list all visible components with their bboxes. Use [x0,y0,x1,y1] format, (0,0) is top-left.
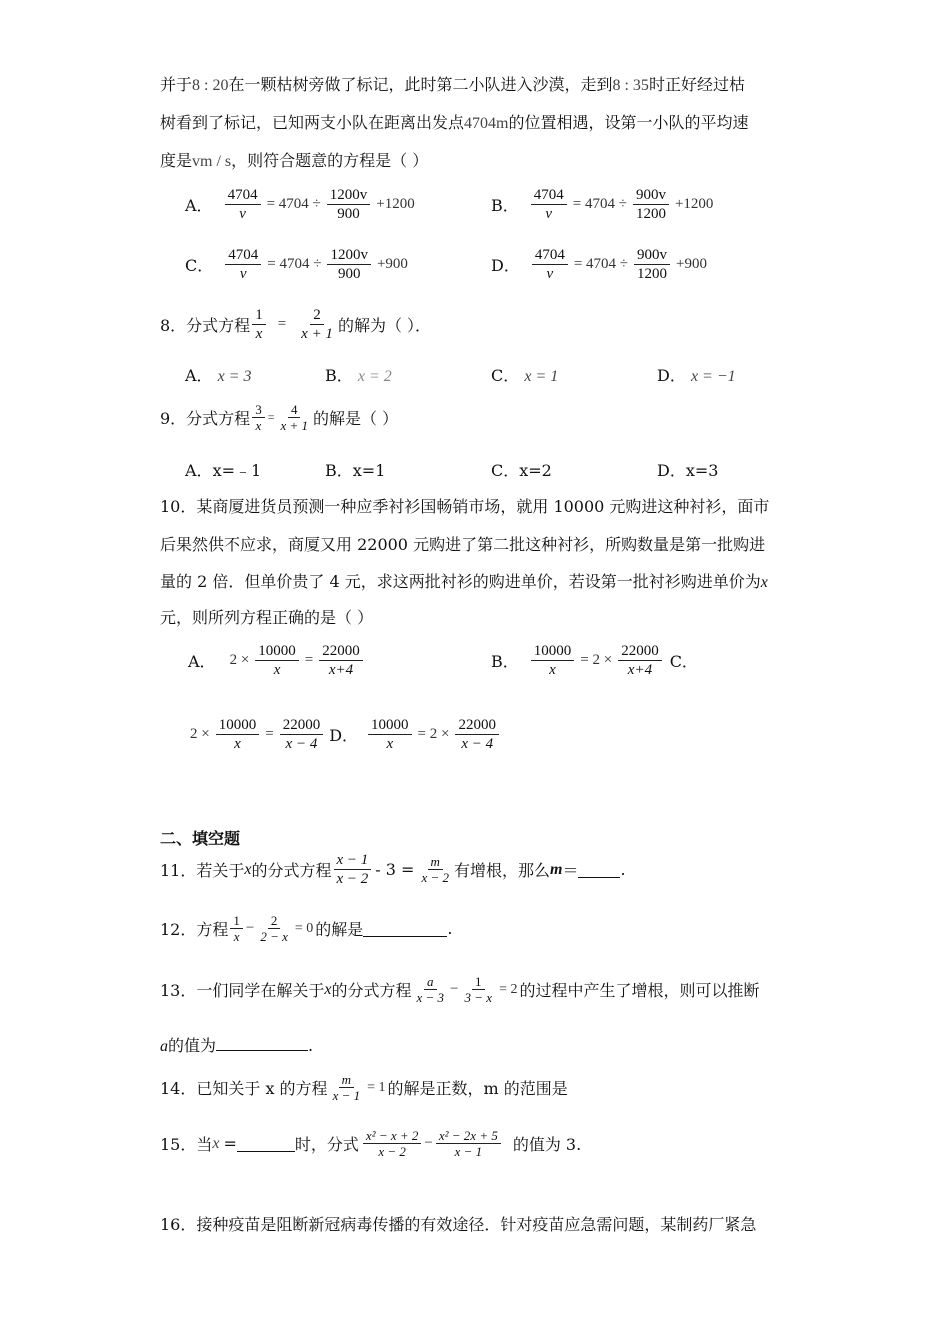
operator: − [424,1135,433,1151]
q12-text: . [447,919,453,938]
q13-line2 [160,1034,313,1058]
fraction: $\frac{m}{x - 2}$ [421,854,449,885]
option-value: x=﹣1 [212,461,262,480]
answer-blank[interactable] [237,1135,295,1152]
q15-text: 15．当 [160,1135,213,1154]
option-value: x = 3 [217,368,252,385]
q16-line1: 16．接种疫苗是阻断新冠病毒传播的有效途径．针对疫苗应急需问题，某制药厂紧急 [160,1215,757,1234]
operator: = 2 × [580,652,613,668]
fraction: a x − 3 [416,974,445,1005]
operator: = [265,726,274,742]
q7-option-a[interactable] [185,186,419,223]
q7-text: ，则符合题意的方程是（ ） [231,151,429,170]
answer-blank[interactable] [578,861,620,878]
option-label: C． [185,256,214,275]
q10-line4: 元，则所列方程正确的是（ ） [160,608,374,627]
q7-option-c[interactable] [185,246,412,283]
q15 [160,1128,581,1159]
q13-var: x [324,980,332,998]
q9-text: 的解是（ ） [313,409,399,428]
option-label: D． [657,366,686,385]
q14 [160,1072,568,1103]
fraction: $\frac{22000}{x+4}$ [319,642,363,679]
option-value: x=1 [352,461,386,480]
fraction: $\frac{1200v}{900}$ [327,246,371,283]
q11-text: . [620,860,626,879]
q9-option-c[interactable] [491,460,552,482]
q8-option-b[interactable] [325,365,392,388]
operator: = 4704 ÷ [267,256,322,272]
q15-var: x [212,1134,220,1152]
q7-line1 [160,74,745,97]
fraction: x² − x + 2 x − 2 [363,1128,421,1159]
q11-text: 的分式方程 [251,861,332,880]
option-label: B． [325,461,353,480]
q13-text: 的过程中产生了增根，则可以推断 [519,981,760,1000]
fraction: $\frac{1}{3 - x}$ [464,974,493,1005]
fraction: $\frac{10000}{x}$ [368,716,412,753]
fraction: $\frac{22000}{x - 4}$ [280,716,324,753]
q11 [160,851,626,888]
q11-var: x [244,860,252,878]
operator: = 1 [367,1079,386,1095]
operator: = 0 [294,920,314,936]
fraction: $\frac{4704}{v}$ [225,246,261,283]
operator: = 4704 ÷ [266,196,321,212]
option-label: C． [491,366,520,385]
fraction: $\frac{4704}{v}$ [531,186,567,223]
option-value: x = 2 [357,368,392,385]
fraction: $\frac{2}{2 - x}$ [260,913,288,944]
fraction: $\frac{900v}{1200}$ [634,246,670,283]
q14-text: 14．已知关于 x 的方程 [160,1079,328,1098]
q13-var: a [160,1038,168,1055]
fraction: $\frac{900v}{1200}$ [633,186,669,223]
fraction: 1 x [230,913,243,944]
q14-text: 的解是正数，m 的范围是 [387,1079,568,1098]
q7-line3 [160,150,428,173]
fraction: $\frac{2}{x + 1}$ [301,307,333,342]
option-value: x=2 [519,461,552,480]
q7-text: 时正好经过枯 [648,75,745,94]
q7-unit: vm / s [192,153,232,170]
operator: − [245,920,255,936]
fraction: $\frac{4}{x + 1}$ [280,402,309,433]
fraction: $\frac{22000}{x+4}$ [618,642,662,679]
q10-text: 量的 2 倍．但单价贵了 4 元，求这两批衬衫的购进单价，若设第一批衬衫购进单价为 [160,572,761,591]
q9-text: 9．分式方程 [160,409,251,428]
q7-text: 的位置相遇，设第一小队的平均速 [508,113,749,132]
q8-text: 8．分式方程 [160,316,251,335]
operator: +900 [676,256,708,272]
q7-line2 [160,112,748,135]
q7-option-b[interactable] [491,186,717,223]
fraction: $\frac{1200v}{900}$ [327,186,371,223]
q13 [160,974,759,1005]
q9-option-a[interactable] [185,460,261,482]
q7-text: 并于 [160,75,193,94]
q12-text: 的解是 [315,920,364,939]
fraction: $\frac{m}{x - 1}$ [332,1072,361,1103]
answer-blank[interactable] [363,920,447,937]
q10-line1: 10．某商厦进货员预测一种应季衬衫国畅销市场，就用 10000 元购进这种衬衫，面市 [160,497,770,516]
option-label: B． [325,366,353,385]
q11-text: ＝ [562,861,579,880]
q8-option-d[interactable] [657,365,736,388]
q11-text: 11．若关于 [160,861,245,880]
operator: +900 [376,256,408,272]
q9-option-d[interactable] [657,460,718,482]
option-label: D． [657,461,686,480]
option-label: A． [188,652,216,671]
q9-stem [160,402,398,433]
operator: 2 × [190,726,210,742]
q15-text: = [223,1134,237,1153]
fraction: $\frac{\text{x² − 2x + 5}}{x - 1}$ [436,1128,501,1159]
q10-var: x [760,574,768,591]
q7-distance: 4704m [464,115,509,132]
q13-text: 的分式方程 [331,981,412,1000]
option-label: A． [185,366,213,385]
operator: +1200 [376,196,415,212]
q11-text: 有增根，那么 [454,861,551,880]
q13-text: . [308,1036,314,1055]
answer-blank[interactable] [216,1034,308,1051]
operator: = 2 × [417,726,450,742]
q15-text: 时，分式 [294,1135,359,1154]
option-value: x = 1 [524,368,559,385]
option-label: A． [185,196,213,215]
fraction: $\frac{10000}{x}$ [255,642,299,679]
q10-option-b[interactable] [491,642,698,679]
q7-text: 在一颗枯树旁做了标记，此时第二小队进入沙漠，走到 [228,75,613,94]
q10-option-a[interactable] [188,642,365,679]
option-label-c[interactable]: C． [669,652,698,671]
fraction: $\frac{22000}{x - 4}$ [455,716,499,753]
q7-time2: 8 : 35 [612,77,649,94]
fraction: $\frac{10000}{x}$ [216,716,260,753]
q9-option-b[interactable] [325,460,385,482]
option-label: B． [491,652,519,671]
operator: = [304,652,314,668]
fraction: $\frac{4704}{v}$ [225,186,261,223]
q7-text: 树看到了标记，已知两支小队在距离出发点 [160,113,465,132]
fraction: $\frac{1}{x}$ [252,306,266,343]
operator: = 4704 ÷ [573,256,629,272]
q10-line3 [160,571,768,594]
option-label: A． [185,461,213,480]
q15-text: 的值为 3. [512,1135,582,1154]
section-title: 二、填空题 [160,829,241,848]
q10-option-c[interactable] [190,716,501,753]
q12 [160,913,452,944]
q7-option-d[interactable] [491,246,711,283]
q8-option-a[interactable] [185,365,252,388]
q13-text: 的值为 [168,1036,217,1055]
option-label-d[interactable]: D． [329,726,359,745]
fraction: x − 1 x − 2 [334,851,372,888]
fraction: $\frac{4704}{v}$ [532,246,568,283]
option-label: C． [491,461,520,480]
option-value: x = −1 [690,368,736,385]
q12-text: 12．方程 [160,920,229,939]
operator: = [267,410,275,424]
operator: 2 × [229,652,250,668]
fraction: $\frac{10000}{x}$ [531,642,575,679]
fraction: $\frac{3}{x}$ [252,402,265,433]
q10-line2: 后果然供不应求，商厦又用 22000 元购进了第二批这种衬衫，所购数量是第一批购进 [160,535,766,554]
q7-text: 度是 [160,151,193,170]
operator: − [450,981,459,997]
option-value: x=3 [685,461,719,480]
q8-text: 的解为（ ）． [337,316,432,335]
operator: = [277,316,287,332]
operator: = 4704 ÷ [572,196,627,212]
q7-time1: 8 : 20 [192,77,229,94]
operator: +1200 [674,196,714,212]
operator: = 2 [499,981,518,997]
q11-var: m [550,860,563,878]
option-label: D． [491,256,520,275]
q8-option-c[interactable] [491,365,558,388]
q13-text: 13．一们同学在解关于 [160,981,325,1000]
q11-text: - 3 = [375,860,415,879]
q8-stem [160,306,431,343]
option-label: B． [491,196,519,215]
